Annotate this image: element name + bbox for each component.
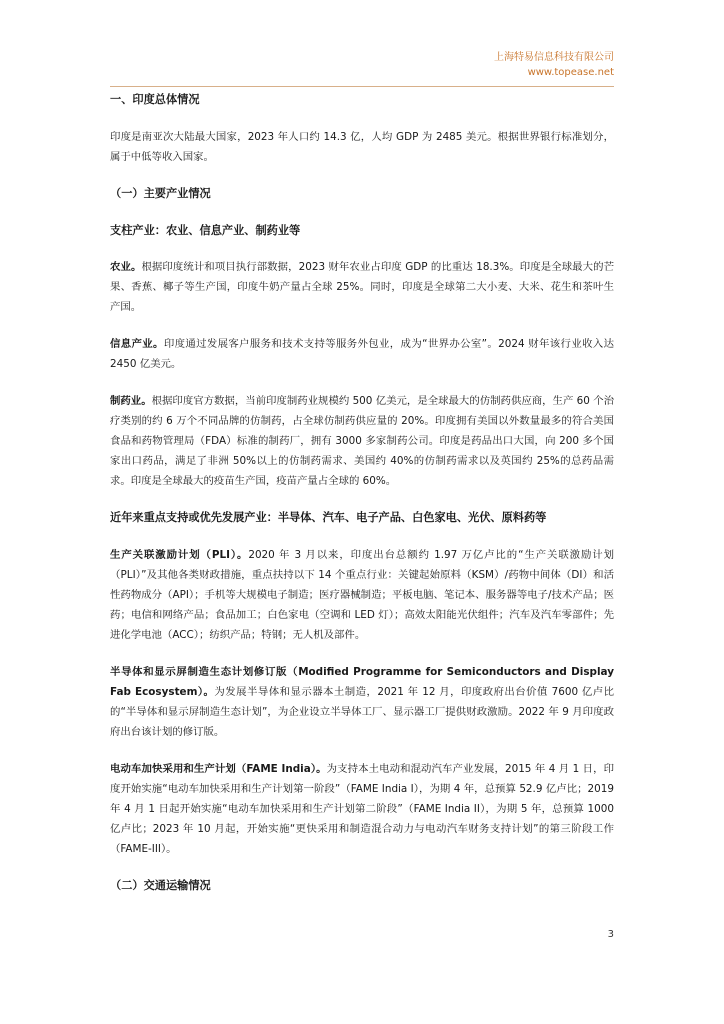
semiconductor-paragraph [110,662,614,742]
agriculture-text: 根据印度统计和项目执行部数据，2023 财年农业占印度 GDP 的比重达 18.3%。印度是全球最大的芒果、香蕉、椰子等生产国，印度牛奶产量占全球 25%。同时，印度是全球第二大小麦、大米、花生和茶叶生产国。 [110,261,614,313]
semiconductor-label: 半导体和显示屏制造生态计划修订版（Modified Programme for Semiconductors and Display Fab Ecosystem）。 [110,666,614,698]
intro-paragraph: 印度是南亚次大陆最大国家，2023 年人口约 14.3 亿，人均 GDP 为 2485 美元。根据世界银行标准划分，属于中低等收入国家。 [110,131,614,163]
agriculture-paragraph [110,257,614,317]
fame-paragraph [110,759,614,859]
fame-label: 电动车加快采用和生产计划（FAME India）。 [110,763,327,775]
company-name: 上海特易信息科技有限公司 [494,52,614,63]
fame-text: 为支持本土电动和混动汽车产业发展，2015 年 4 月 1 日，印度开始实施“电动车加快采用和生产计划第一阶段”（FAME India I），为期 4 年，总预算 52.9 亿卢比；2019 年 4 月 1 日起开始实施“电动车加快采用和生产计划第二阶段”（FAME India II），为期 5 年，总预算 1000 亿卢比；2023 年 10 月起，开始实施“更快采用和制造混合动力与电动汽车财务支持计划”的第三阶段工作（FAME-III）。 [110,763,615,855]
document-body [110,88,614,896]
semiconductor-text: 为发展半导体和显示器本土制造，2021 年 12 月，印度政府出台价值 7600 亿卢比的“半导体和显示屏制造生态计划”，为企业设立半导体工厂、显示器工厂提供财政激励。2022 年 9 月印度政府出台该计划的修订版。 [110,686,614,738]
it-paragraph [110,334,614,374]
section-title-overview: 一、印度总体情况 [110,93,200,106]
header-divider [110,86,614,87]
pli-paragraph [110,545,614,645]
pharma-paragraph [110,391,614,491]
priority-industries-title: 近年来重点支持或优先发展产业：半导体、汽车、电子产品、白色家电、光伏、原料药等 [110,511,547,524]
pli-label: 生产关联激励计划（PLI）。 [110,549,249,561]
pharma-text: 根据印度官方数据，当前印度制药业规模约 500 亿美元，是全球最大的仿制药供应商，生产 60 个治疗类别的约 6 万个不同品牌的仿制药，占全球仿制药供应量的 20%。印度拥有美国以外数量最多的符合美国食品和药物管理局（FDA）标准的制药厂，拥有 3000 多家制药公司。印度是药品出口大国，向 200 多个国家出口药品，满足了非洲 50%以上的仿制药需求、美国约 40%的仿制药需求以及英国约 25%的总药品需求。印度是全球最大的疫苗生产国，疫苗产量占全球的 60%。 [110,395,614,487]
pillar-industries-title: 支柱产业：农业、信息产业、制药业等 [110,224,301,237]
page-header [494,50,614,80]
it-text: 印度通过发展客户服务和技术支持等服务外包业，成为“世界办公室”。2024 财年该行业收入达 2450 亿美元。 [110,338,614,370]
it-label: 信息产业。 [110,338,164,350]
agriculture-label: 农业。 [110,261,142,273]
pharma-label: 制药业。 [110,395,152,407]
subsection-title-transport: （二）交通运输情况 [110,879,211,892]
company-url[interactable]: www.topease.net [527,67,614,78]
subsection-title-industry: （一）主要产业情况 [110,187,211,200]
pli-text: 2020 年 3 月以来，印度出台总额约 1.97 万亿卢比的“生产关联激励计划（PLI）”及其他各类财政措施，重点扶持以下 14 个重点行业：关键起始原料（KSM）/药物中间体（DI）和活性药物成分（API）；手机等大规模电子制造；医疗器械制造；平板电脑、笔记本、服务器等电子/技术产品；医药；电信和网络产品；食品加工；白色家电（空调和 LED 灯）；高效太阳能光伏组件；汽车及汽车零部件；先进化学电池（ACC）；纺织产品；特钢；无人机及部件。 [110,549,614,641]
page-number: 3 [607,929,614,940]
